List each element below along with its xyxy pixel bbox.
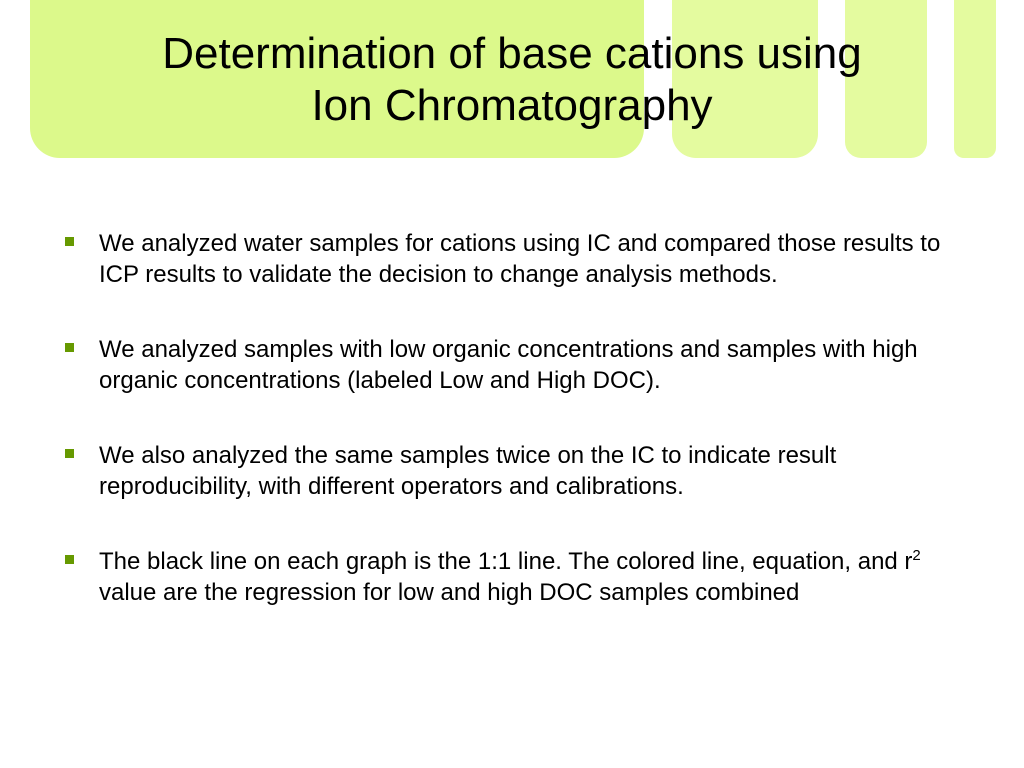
bullet-text: We analyzed samples with low organic concentrations and samples with high organic concentrations (labeled Low and High DOC). xyxy=(99,336,918,394)
bullet-text: We analyzed water samples for cations using IC and compared those results to ICP results to validate the decision to change analysis methods. xyxy=(99,230,941,288)
square-bullet-icon xyxy=(65,237,74,246)
bullet-text: We also analyzed the same samples twice on the IC to indicate result reproducibility, with different operators and calibrations. xyxy=(99,442,837,500)
square-bullet-icon xyxy=(65,449,74,458)
bullet-text-part: value are the regression for low and high DOC samples combined xyxy=(99,579,800,606)
square-bullet-icon xyxy=(65,343,74,352)
bullet-list xyxy=(62,228,972,652)
bullet-item xyxy=(62,228,972,290)
bullet-text-part: The black line on each graph is the 1:1 line. The colored line, equation, and r xyxy=(99,548,913,575)
slide-title-line-1: Determination of base cations using xyxy=(162,29,862,78)
bullet-item xyxy=(62,334,972,396)
slide-title-line-2: Ion Chromatography xyxy=(311,81,713,130)
bullet-text xyxy=(99,548,921,606)
bullet-item xyxy=(62,440,972,502)
superscript-2: 2 xyxy=(912,547,921,564)
bullet-item xyxy=(62,546,972,608)
slide-title xyxy=(60,28,964,132)
square-bullet-icon xyxy=(65,555,74,564)
